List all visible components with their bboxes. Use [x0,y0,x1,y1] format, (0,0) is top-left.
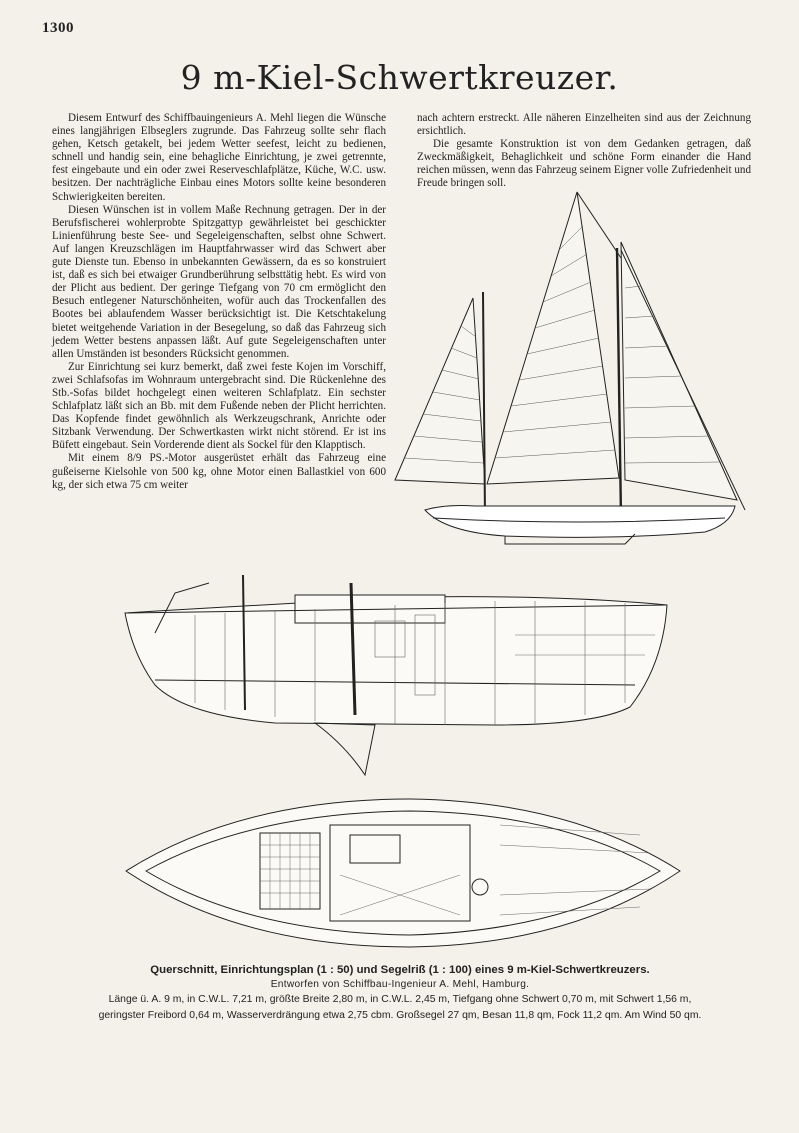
left-text-column [52,112,386,492]
caption-spec-line: Länge ü. A. 9 m, in C.W.L. 7,21 m, größte Breite 2,80 m, in C.W.L. 2,45 m, Tiefgang ohne Schwert 0,70 m, mit Schwert 1,56 m, [108,994,692,1005]
paragraph: Diesen Wünschen ist in vollem Maße Rechnung getragen. Der in der Berufsfischerei wohlerprobte Spitzgattyp gewährleistet bei geschickter Linienführung beste See- und Segeleigenschaften, selbst ohne Schwert. Auf langen Kreuzschlägen im Hauptfahrwasser wird das Schwert aber gute Dienste tun. Ebenso in unbekannten Gewässern, da es so konstruiert ist, daß es sich bei etwaiger Grundberührung selbsttätig hebt. Es wird von der Plicht aus bedient. Der geringe Tiefgang von 70 cm ermöglicht den Besuch entlegener Naturschönheiten, wofür auch das Trockenfallen des Bootes bei ablaufendem Wasser berücksichtigt ist. Die Ketschtakelung bietet weitgehende Variation in der Besegelung, so daß das Fahrzeug sich jedem Wetter bestens anpassen läßt. Auf gute Segeleigenschaften unter allen Umständen ist besonders Rücksicht genommen. [52,203,386,360]
paragraph: nach achtern erstreckt. Alle näheren Einzelheiten sind aus der Zeichnung ersichtlich. [417,112,751,138]
page-number: 1300 [42,20,74,36]
sail-plan-drawing [385,188,765,548]
paragraph: Die gesamte Konstruktion ist von dem Gedanken getragen, daß Zweckmäßigkeit, Behaglichkeit und schöne Form einander die Hand reichen müssen, wenn das Fahrzeug seinem Eigner volle Zufriedenheit und Freude bringen soll. [417,138,751,190]
paragraph: Mit einem 8/9 PS.-Motor ausgerüstet erhält das Fahrzeug eine gußeiserne Kielsohle von 500 kg, ohne Motor einen Ballastkiel von 600 kg, der sich etwa 75 cm weiter [52,452,386,491]
figure-caption [40,962,760,1024]
caption-designer: Entworfen von Schiffbau-Ingenieur A. Mehl, Hamburg. [270,979,530,990]
page-title: 9 m-Kiel-Schwertkreuzer. [180,58,619,97]
paragraph: Zur Einrichtung sei kurz bemerkt, daß zwei feste Kojen im Vorschiff, zwei Schlafsofas im Wohnraum untergebracht sind. Die Rückenlehne des Stb.-Sofas bildet hochgelegt einen weiteren Schlafplatz. Ein sechster Schlafplatz läßt sich an Bb. mit dem Fußende neben der Plicht herrichten. Das Kopfende findet gewöhnlich als Werkzeugschrank, Anrichte oder Sitzbank Verwendung. Der Schwertkasten wirkt nicht störend. Er ist ins Büfett eingebaut. Sein Vorderende dient als Sockel für den Klapptisch. [52,360,386,452]
caption-title: Querschnitt, Einrichtungsplan (1 : 50) und Segelriß (1 : 100) eines 9 m-Kiel-Schwertkreuzers. [150,964,650,976]
deck-plan-drawing [120,795,685,955]
longitudinal-section-drawing [115,575,685,780]
paragraph: Diesem Entwurf des Schiffbauingenieurs A. Mehl liegen die Wünsche eines langjährigen Elbseglers zugrunde. Das Fahrzeug sollte sehr flach gehen, Ketsch getakelt, bei jedem Wetter seefest, leicht zu bedienen, schnell und handig sein, eine behagliche Einrichtung, je zwei getrennte, fest eingebaute und ein oder zwei Reserveschlafplätze, Küche, W.C. usw. besitzen. Der nachträgliche Einbau eines Motors sollte keine besonderen Schwierigkeiten bereiten. [52,112,386,203]
right-text-column [417,112,751,191]
caption-spec-line: geringster Freibord 0,64 m, Wasserverdrängung etwa 2,75 cbm. Großsegel 27 qm, Besan 11,8 qm, Fock 11,2 qm. Am Wind 50 qm. [98,1010,702,1021]
